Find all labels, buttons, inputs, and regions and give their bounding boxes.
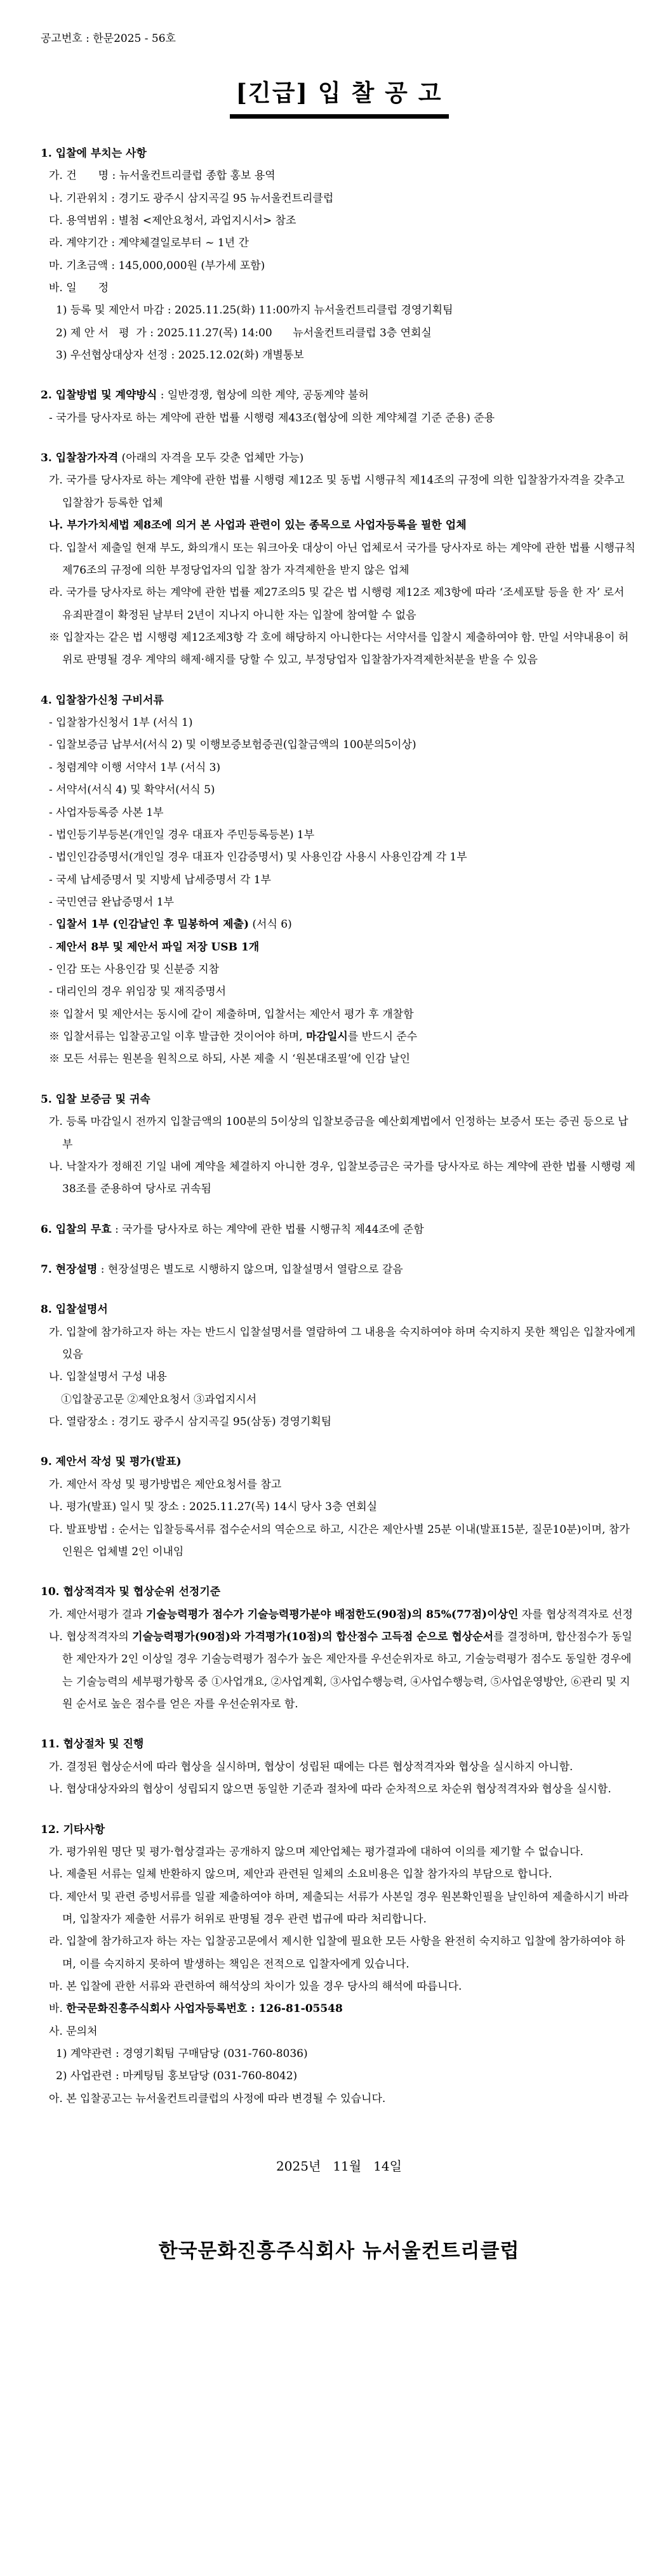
doc-line: 가. 제안서 작성 및 평가방법은 제안요청서를 참고 [49,1478,282,1491]
section-heading: 2. 입찰방법 및 계약방식 : 일반경쟁, 협상에 의한 계약, 공동계약 불허 [41,389,369,402]
doc-line: ※ 모든 서류는 원본을 원칙으로 하되, 사본 제출 시 ‘원본대조필’에 인감 날인 [49,1053,410,1066]
doc-line: 나. 입찰설명서 구성 내용 [49,1370,167,1384]
doc-line: - 국민연금 완납증명서 1부 [49,895,174,909]
doc-line: 가. 평가위원 명단 및 평가·협상결과는 공개하지 않으며 제안업체는 평가결과에 대하여 이의를 제기할 수 없습니다. [49,1845,583,1858]
doc-line: 가. 국가를 당사자로 하는 계약에 관한 법률 시행령 제12조 및 동법 시행규칙 제14조의 규정에 의한 입찰참가자격을 갖추고 입찰참가 등록한 업체 [49,474,629,509]
doc-line: 나. 제출된 서류는 일체 반환하지 않으며, 제안과 관련된 일체의 소요비용은 입찰 참가자의 부담으로 합니다. [49,1868,552,1881]
section-heading: 6. 입찰의 무효 : 국가를 당사자로 하는 계약에 관한 법률 시행규칙 제44조에 준함 [41,1223,424,1236]
doc-line: 가. 결정된 협상순서에 따라 협상을 실시하며, 협상이 성립된 때에는 다른 협상적격자와 협상을 실시하지 아니함. [49,1760,573,1773]
doc-line: ※ 입찰서류는 입찰공고일 이후 발급한 것이어야 하며, 마감일시를 반드시 준수 [49,1030,418,1044]
doc-line: 1) 계약관련 : 경영기획팀 구매담당 (031-760-8036) [56,2047,308,2061]
doc-line: 나. 협상대상자와의 협상이 성립되지 않으면 동일한 기준과 절차에 따라 순차적으로 차순위 협상적격자와 협상을 실시함. [49,1783,611,1796]
doc-line: 아. 본 입찰공고는 뉴서울컨트리클럽의 사정에 따라 변경될 수 있습니다. [49,2092,386,2105]
doc-line: 2) 제 안 서 평 가 : 2025.11.27(목) 14:00 뉴서울컨트리클럽 3층 연회실 [56,326,432,339]
doc-line: 3) 우선협상대상자 선정 : 2025.12.02(화) 개별통보 [56,349,304,362]
doc-line: - 서약서(서식 4) 및 확약서(서식 5) [49,784,215,797]
doc-line: - 인감 또는 사용인감 및 신분증 지참 [49,963,220,976]
doc-line: - 대리인의 경우 위임장 및 재직증명서 [49,985,227,999]
doc-line: 다. 용역범위 : 별첨 <제안요청서, 과업지시서> 참조 [49,214,296,227]
page-title: [긴급] 입 찰 공 고 [230,74,449,119]
doc-line: - 국가를 당사자로 하는 계약에 관한 법률 시행령 제43조(협상에 의한 계약체결 기준 준용) 준용 [49,411,495,424]
section-heading: 11. 협상절차 및 진행 [41,1738,144,1751]
doc-line: 사. 문의처 [49,2025,98,2038]
doc-line: - 입찰서 1부 (인감날인 후 밀봉하여 제출) (서식 6) [49,918,292,931]
doc-line: 마. 본 입찰에 관한 서류와 관련하여 해석상의 차이가 있을 경우 당사의 해석에 따릅니다. [49,1980,462,1994]
doc-line: 다. 입찰서 제출일 현재 부도, 화의개시 또는 워크아웃 대상이 아닌 업체로서 국가를 당사자로 하는 계약에 관한 법률 시행규칙 제76조의 규정에 의한 부정당업자의 입찰 참가 자격제한을 받지 않은 업체 [49,541,639,577]
section-heading: 7. 현장설명 : 현장설명은 별도로 시행하지 않으며, 입찰설명서 열람으로 갈음 [41,1263,403,1276]
doc-line: 라. 계약기간 : 계약체결일로부터 ~ 1년 간 [49,237,249,250]
section-heading: 8. 입찰설명서 [41,1303,108,1317]
doc-line: 나. 평가(발표) 일시 및 장소 : 2025.11.27(목) 14시 당사 3층 연회실 [49,1501,378,1514]
doc-line: - 법인등기부등본(개인일 경우 대표자 주민등록등본) 1부 [49,828,315,841]
doc-line: - 국세 납세증명서 및 지방세 납세증명서 각 1부 [49,873,271,886]
section-heading: 4. 입찰참가신청 구비서류 [41,693,164,707]
doc-line: - 입찰참가신청서 1부 (서식 1) [49,716,193,730]
doc-line: - 사업자등록증 사본 1부 [49,806,164,819]
doc-line: ※ 입찰자는 같은 법 시행령 제12조제3항 각 호에 해당하지 아니한다는 서약서를 입찰시 제출하여야 함. 만일 서약내용이 허위로 판명될 경우 계약의 해제·해지를 당할 수 있고, 부정당업자 입찰참가자격제한처분을 받을 수 있음 [49,631,629,667]
doc-line: 2) 사업관련 : 마케팅팀 홍보담당 (031-760-8042) [56,2070,298,2083]
announcement-date: 2025년 11월 14일 [276,2159,402,2174]
doc-line: - 제안서 8부 및 제안서 파일 저장 USB 1개 [49,940,260,954]
doc-line: - 입찰보증금 납부서(서식 2) 및 이행보증보험증권(입찰금액의 100분의5이상) [49,739,416,752]
doc-line: 다. 발표방법 : 순서는 입찰등록서류 접수순서의 역순으로 하고, 시간은 제안사별 25분 이내(발표15분, 질문10분)이며, 참가인원은 업체별 2인 이내임 [49,1523,630,1558]
doc-line: 나. 기관위치 : 경기도 광주시 삼지곡길 95 뉴서울컨트리클럽 [49,192,334,205]
doc-line: ※ 입찰서 및 제안서는 동시에 같이 제출하며, 입찰서는 제안서 평가 후 개찰함 [49,1008,414,1021]
doc-line: 나. 협상적격자의 기술능력평가(90점)와 가격평가(10점)의 합산점수 고득점 순으로 협상순서를 결정하며, 합산점수가 동일한 제안자가 2인 이상일 경우 기술능력평가 점수가 높은 제안자를 우선순위자로 하고, 기술능력평가 점수도 동일한 경우에는 기술능력의 세부평가항목 중 ①사업개요, ②사업계획, ③사업수행능력, ④사업수행능력, ⑤사업운영방안, ⑥관리 및 지원 순서로 높은 점수를 얻은 자를 우선순위자로 함. [49,1631,632,1711]
doc-line: - 청렴계약 이행 서약서 1부 (서식 3) [49,761,221,774]
section-heading: 12. 기타사항 [41,1823,105,1836]
doc-line: 라. 입찰에 참가하고자 하는 자는 입찰공고문에서 제시한 입찰에 필요한 모든 사항을 완전히 숙지하고 입찰에 참가하여야 하며, 이를 숙지하지 못하여 발생하는 책임은 전적으로 입찰자에게 있습니다. [49,1935,625,1971]
title-wrap [41,74,637,119]
doc-line: 나. 부가가치세법 제8조에 의거 본 사업과 관련이 있는 종목으로 사업자등록을 필한 업체 [49,519,467,532]
doc-line: 다. 열람장소 : 경기도 광주시 삼지곡길 95(삼동) 경영기획팀 [49,1416,332,1429]
section-heading: 1. 입찰에 부치는 사항 [41,147,147,160]
doc-line: 나. 낙찰자가 정해진 기일 내에 계약을 체결하지 아니한 경우, 입찰보증금은 국가를 당사자로 하는 계약에 관한 법률 시행령 제38조를 준용하여 당사로 귀속됨 [49,1160,636,1196]
doc-line: 가. 제안서평가 결과 기술능력평가 점수가 기술능력평가분야 배점한도(90점)의 85%(77점)이상인 자를 협상적격자로 선정 [49,1608,633,1621]
doc-line: 가. 건 명 : 뉴서울컨트리클럽 종합 홍보 용역 [49,169,276,183]
doc-line: 라. 국가를 당사자로 하는 계약에 관한 법률 제27조의5 및 같은 법 시행령 제12조 제3항에 따라 ‘조세포탈 등을 한 자’ 로서 유죄판결이 확정된 날부터 2년이 지나지 아니한 자는 입찰에 참여할 수 없음 [49,586,628,622]
signer-organization: 한국문화진흥주식회사 뉴서울컨트리클럽 [158,2240,520,2263]
doc-line: 1) 등록 및 제안서 마감 : 2025.11.25(화) 11:00까지 뉴서울컨트리클럽 경영기획팀 [56,304,453,317]
doc-line: 가. 등록 마감일시 전까지 입찰금액의 100분의 5이상의 입찰보증금을 예산회계법에서 인정하는 보증서 또는 증권 등으로 납부 [49,1115,629,1151]
section-heading: 3. 입찰참가자격 (아래의 자격을 모두 갖춘 업체만 가능) [41,452,304,465]
doc-line: 마. 기초금액 : 145,000,000원 (부가세 포함) [49,259,265,272]
doc-body [41,143,637,2110]
doc-number: 공고번호 : 한문2025 - 56호 [41,32,176,45]
doc-line: 바. 한국문화진흥주식회사 사업자등록번호 : 126-81-05548 [49,2002,343,2016]
doc-line: 바. 일 정 [49,281,109,294]
section-heading: 10. 협상적격자 및 협상순위 선정기준 [41,1586,221,1599]
doc-line: - 법인인감증명서(개인일 경우 대표자 인감증명서) 및 사용인감 사용시 사용인감계 각 1부 [49,851,467,864]
doc-line: 다. 제안서 및 관련 증빙서류를 일괄 제출하여야 하며, 제출되는 서류가 사본일 경우 원본확인필을 날인하여 제출하시기 바라며, 입찰자가 제출한 서류가 허위로 판명될 경우 관련 법규에 따라 처리합니다. [49,1890,629,1926]
doc-line: ①입찰공고문 ②제안요청서 ③과업지시서 [61,1393,257,1406]
section-heading: 9. 제안서 작성 및 평가(발표) [41,1456,182,1469]
doc-line: 가. 입찰에 참가하고자 하는 자는 반드시 입찰설명서를 열람하여 그 내용을 숙지하여야 하며 숙지하지 못한 책임은 입찰자에게 있음 [49,1325,639,1362]
section-heading: 5. 입찰 보증금 및 귀속 [41,1093,150,1106]
